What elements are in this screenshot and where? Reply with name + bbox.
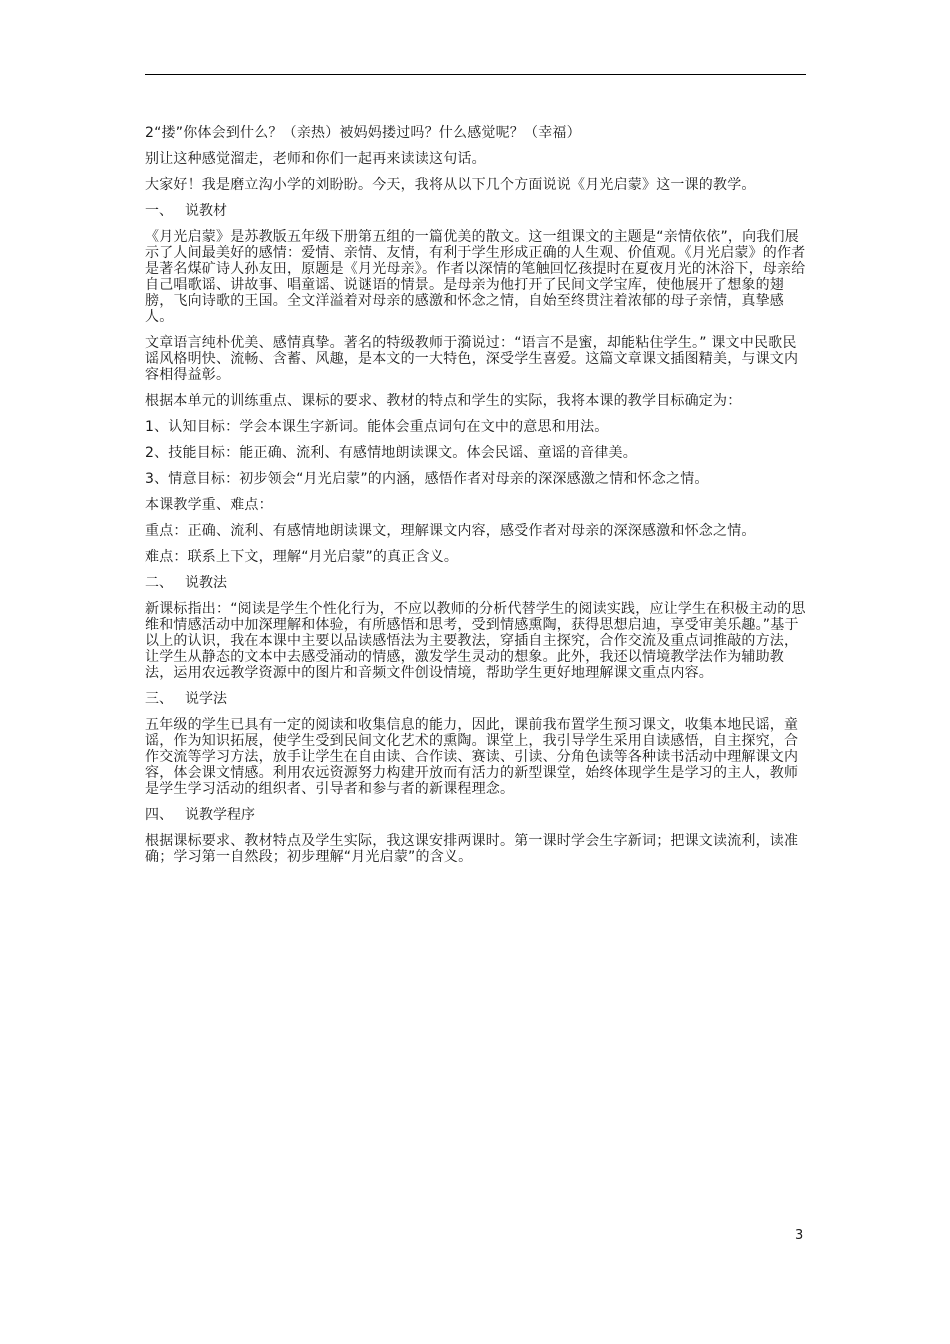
paragraph-key-point: 重点：正确、流利、有感情地朗读课文，理解课文内容，感受作者对母亲的深深感激和怀念之情。 <box>145 523 756 539</box>
section-heading-textbook <box>145 203 810 219</box>
section-heading-teaching-method <box>145 575 810 591</box>
section-number: 二、 <box>145 575 173 591</box>
section-heading-learning-method <box>145 691 810 707</box>
paragraph-hug-question: 2“搂”你体会到什么？（亲热）被妈妈搂过吗？什么感觉呢？（幸福） <box>145 125 581 141</box>
paragraph-introduction: 大家好！我是磨立沟小学的刘盼盼。今天，我将从以下几个方面说说《月光启蒙》这一课的教学。 <box>145 177 756 193</box>
paragraph-goal-cognitive: 1、认知目标：学会本课生字新词。能体会重点词句在文中的意思和用法。 <box>145 419 609 435</box>
section-number: 一、 <box>145 203 173 219</box>
paragraph-learning-method: 五年级的学生已具有一定的阅读和收集信息的能力，因此，课前我布置学生预习课文，收集本地民谣，童谣，作为知识拓展，使学生受到民间文化艺术的熏陶。课堂上，我引导学生采用自读感悟，自主探究，合作交流等学习方法，放手让学生在自由读、合作读、赛读、引读、分角色读等各种读书活动中理解课文内容，体会课文情感。利用农远资源努力构建开放而有活力的新型课堂，始终体现学生是学习的主人，教师是学生学习活动的组织者、引导者和参与者的新课程理念。 <box>145 717 799 797</box>
section-title: 说教学程序 <box>185 807 255 823</box>
paragraph-textbook-overview: 《月光启蒙》是苏教版五年级下册第五组的一篇优美的散文。这一组课文的主题是“亲情依依”，向我们展示了人间最美好的感情：爱情、亲情、友情，有利于学生形成正确的人生观、价值观。《月光启蒙》的作者是著名煤矿诗人孙友田，原题是《月光母亲》。作者以深情的笔触回忆孩提时在夏夜月光的沐浴下，母亲给自己唱歌谣、讲故事、唱童谣、说谜语的情景。是母亲为他打开了民间文学宝库，使他展开了想象的翅膀，飞向诗歌的王国。全文洋溢着对母亲的感激和怀念之情，自始至终贯注着浓郁的母子亲情，真挚感人。 <box>145 229 806 325</box>
section-title: 说教法 <box>185 575 227 591</box>
paragraph-teaching-procedure: 根据课标要求、教材特点及学生实际，我这课安排两课时。第一课时学会生字新词；把课文读流利，读准确；学习第一自然段；初步理解“月光启蒙”的含义。 <box>145 833 799 865</box>
paragraph-key-points-title: 本课教学重、难点： <box>145 497 273 513</box>
paragraph-goal-emotion: 3、情意目标：初步领会“月光启蒙”的内涵，感悟作者对母亲的深深感激之情和怀念之情。 <box>145 471 709 487</box>
section-title: 说教材 <box>185 203 227 219</box>
section-heading-teaching-procedure <box>145 807 810 823</box>
section-title: 说学法 <box>185 691 227 707</box>
document-body <box>145 125 810 875</box>
page-number: 3 <box>795 1228 804 1243</box>
section-number: 四、 <box>145 807 173 823</box>
paragraph-teaching-method: 新课标指出：“阅读是学生个性化行为，不应以教师的分析代替学生的阅读实践，应让学生在积极主动的思维和情感活动中加深理解和体验，有所感悟和思考，受到情感熏陶，获得思想启迪，享受审美乐趣。”基于以上的认识，我在本课中主要以品读感悟法为主要教法，穿插自主探究，合作交流及重点词推敲的方法，让学生从静态的文本中去感受涌动的情感，激发学生灵动的想象。此外，我还以情境教学法作为辅助教法，运用农远教学资源中的图片和音频文件创设情境，帮助学生更好地理解课文重点内容。 <box>145 601 806 681</box>
paragraph-read-again: 别让这种感觉溜走，老师和你们一起再来读读这句话。 <box>145 151 486 167</box>
paragraph-goal-skill: 2、技能目标：能正确、流利、有感情地朗读课文。体会民谣、童谣的音律美。 <box>145 445 637 461</box>
paragraph-language-features: 文章语言纯朴优美、感情真挚。著名的特级教师于漪说过：“语言不是蜜，却能粘住学生。” 课文中民歌民谣风格明快、流畅、含蓄、风趣，是本文的一大特色，深受学生喜爱。这篇文章课文插图精美，与课文内容相得益彰。 <box>145 335 799 383</box>
section-number: 三、 <box>145 691 173 707</box>
paragraph-goals-intro: 根据本单元的训练重点、课标的要求、教材的特点和学生的实际，我将本课的教学目标确定为： <box>145 393 742 409</box>
paragraph-difficulty: 难点：联系上下文，理解“月光启蒙”的真正含义。 <box>145 549 459 565</box>
header-rule <box>145 74 806 75</box>
